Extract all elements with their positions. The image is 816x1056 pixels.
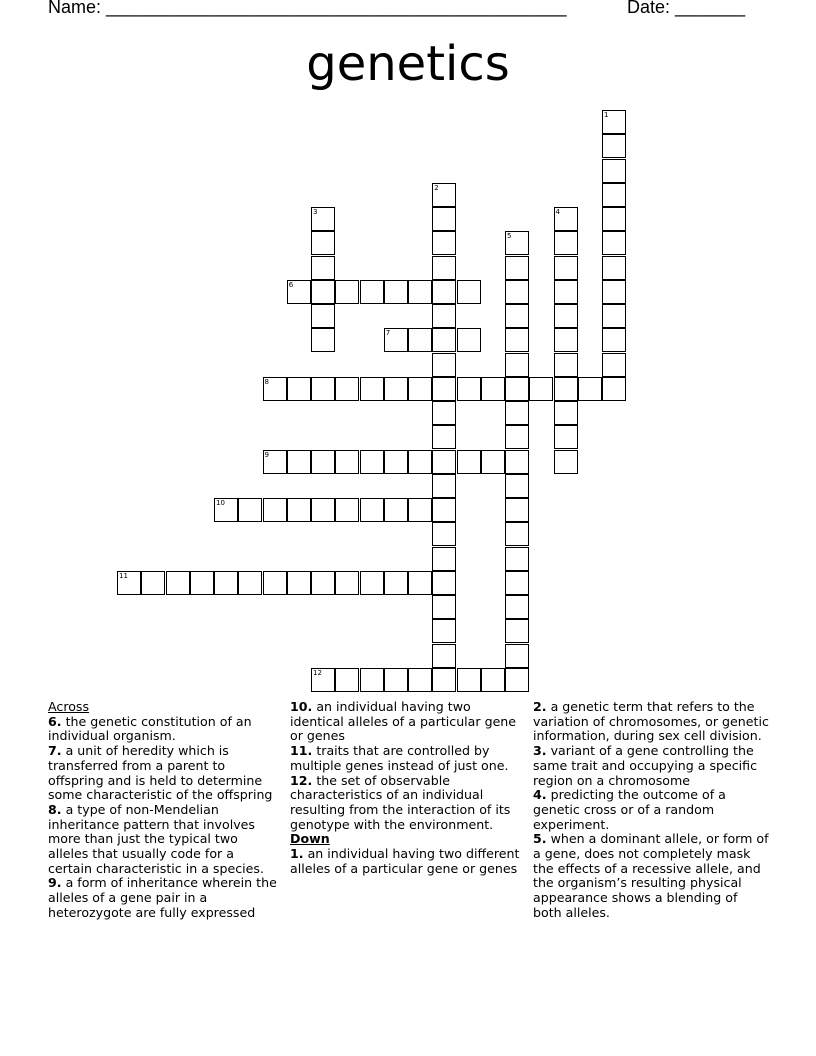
crossword-cell[interactable] [335, 377, 359, 401]
clue-text: predicting the outcome of a genetic cross or of a random experiment. [533, 787, 726, 832]
crossword-cell[interactable] [287, 280, 311, 304]
clue-text: the set of observable characteristics of an individual resulting from the interaction of its genotype with the environment. [290, 772, 511, 832]
cell-number: 7 [385, 329, 391, 338]
crossword-cell[interactable] [166, 571, 190, 595]
crossword-cell[interactable] [360, 498, 384, 522]
crossword-cell[interactable] [505, 328, 529, 352]
crossword-cell[interactable] [287, 377, 311, 401]
crossword-cell[interactable] [408, 450, 432, 474]
crossword-cell[interactable] [602, 231, 626, 255]
crossword-cell[interactable] [432, 401, 456, 425]
crossword-cell[interactable] [263, 571, 287, 595]
clue-number: 6. [48, 713, 62, 729]
crossword-cell[interactable] [432, 425, 456, 449]
crossword-cell[interactable] [505, 401, 529, 425]
clue-across-12 [290, 774, 526, 833]
crossword-cell[interactable] [360, 571, 384, 595]
crossword-cell[interactable] [432, 450, 456, 474]
cell-number: 11 [119, 571, 128, 580]
clue-across-6 [48, 715, 280, 744]
crossword-cell[interactable] [287, 571, 311, 595]
clue-column-2 [290, 700, 526, 876]
crossword-cell[interactable] [505, 644, 529, 668]
crossword-cell[interactable] [602, 159, 626, 183]
clue-text: a type of non-Mendelian inheritance pattern that involves more than just the typical two alleles that usually code for a certain characteristic in a species. [48, 801, 264, 876]
clue-down-3 [533, 744, 769, 788]
crossword-cell[interactable] [505, 668, 529, 692]
crossword-cell[interactable] [311, 668, 335, 692]
cell-number: 9 [264, 450, 269, 459]
clue-text: a unit of heredity which is transferred from a parent to offspring and is held to determine some characteristic of the offspring [48, 743, 273, 803]
crossword-cell[interactable] [360, 377, 384, 401]
crossword-cell[interactable] [602, 134, 626, 158]
crossword-cell[interactable] [384, 377, 408, 401]
clue-number: 2. [533, 699, 547, 714]
cell-number: 2 [434, 183, 439, 192]
crossword-cell[interactable] [408, 668, 432, 692]
crossword-cell[interactable] [360, 450, 384, 474]
crossword-cell[interactable] [554, 401, 578, 425]
crossword-cell[interactable] [360, 280, 384, 304]
crossword-cell[interactable] [432, 256, 456, 280]
clue-number: 11. [290, 743, 313, 759]
clue-across-9 [48, 876, 280, 920]
clue-number: 12. [290, 772, 313, 788]
clue-number: 10. [290, 699, 313, 714]
crossword-cell[interactable] [384, 328, 408, 352]
crossword-cell[interactable] [505, 474, 529, 498]
crossword-cell[interactable] [311, 571, 335, 595]
clue-text: a genetic term that refers to the variation of chromosomes, or genetic information, during sex cell division. [533, 699, 769, 744]
crossword-cell[interactable] [602, 304, 626, 328]
crossword-cell[interactable] [554, 353, 578, 377]
crossword-cell[interactable] [432, 498, 456, 522]
crossword-cell[interactable] [311, 498, 335, 522]
crossword-cell[interactable] [311, 450, 335, 474]
crossword-cell[interactable] [481, 450, 505, 474]
crossword-cell[interactable] [263, 377, 287, 401]
crossword-cell[interactable] [384, 571, 408, 595]
crossword-cell[interactable] [432, 619, 456, 643]
crossword-cell[interactable] [602, 110, 626, 134]
clue-text: variant of a gene controlling the same trait and occupying a specific region on a chromosome [533, 743, 758, 788]
date-field-label: Date: _______ [627, 0, 746, 17]
clue-text: traits that are controlled by multiple genes instead of just one. [290, 743, 509, 773]
crossword-cell[interactable] [408, 280, 432, 304]
crossword-cell[interactable] [432, 522, 456, 546]
crossword-cell[interactable] [457, 668, 481, 692]
clue-across-10 [290, 700, 526, 744]
cell-number: 1 [604, 111, 609, 119]
crossword-cell[interactable] [335, 498, 359, 522]
crossword-cell[interactable] [408, 498, 432, 522]
crossword-cell[interactable] [432, 328, 456, 352]
crossword-cell[interactable] [214, 498, 238, 522]
crossword-cell[interactable] [554, 450, 578, 474]
crossword-cell[interactable] [554, 231, 578, 255]
crossword-cell[interactable] [554, 377, 578, 401]
crossword-cell[interactable] [190, 571, 214, 595]
crossword-cell[interactable] [505, 450, 529, 474]
crossword-cell[interactable] [554, 207, 578, 231]
crossword-cell[interactable] [457, 328, 481, 352]
crossword-cell[interactable] [360, 668, 384, 692]
clue-column-1 [48, 700, 280, 921]
crossword-cell[interactable] [602, 207, 626, 231]
crossword-cell[interactable] [287, 450, 311, 474]
crossword-cell[interactable] [214, 571, 238, 595]
crossword-cell[interactable] [432, 280, 456, 304]
crossword-cell[interactable] [238, 498, 262, 522]
crossword-cell[interactable] [505, 353, 529, 377]
clue-text: when a dominant allele, or form of a gene, does not completely mask the effects of a recessive allele, and the organism’s resulting physical appearance shows a blending of both alleles. [533, 831, 769, 920]
crossword-cell[interactable] [311, 231, 335, 255]
crossword-cell[interactable] [505, 595, 529, 619]
cell-number: 8 [264, 377, 269, 386]
crossword-cell[interactable] [432, 353, 456, 377]
crossword-cell[interactable] [432, 183, 456, 207]
crossword-cell[interactable] [311, 328, 335, 352]
crossword-cell[interactable] [578, 377, 602, 401]
crossword-cell[interactable] [432, 595, 456, 619]
crossword-cell[interactable] [554, 425, 578, 449]
clue-number: 9. [48, 875, 62, 891]
across-heading: Across [48, 699, 90, 714]
crossword-cell[interactable] [505, 522, 529, 546]
crossword-cell[interactable] [481, 377, 505, 401]
crossword-cell[interactable] [505, 547, 529, 571]
puzzle-title: genetics [306, 36, 510, 92]
crossword-cell[interactable] [311, 304, 335, 328]
crossword-cell[interactable] [263, 450, 287, 474]
crossword-cell[interactable] [335, 280, 359, 304]
crossword-cell[interactable] [311, 256, 335, 280]
crossword-cell[interactable] [384, 280, 408, 304]
crossword-cell[interactable] [602, 353, 626, 377]
name-field-label: Name: ______________________________________________ [48, 0, 567, 17]
clue-across-8 [48, 803, 280, 877]
crossword-cell[interactable] [432, 474, 456, 498]
crossword-cell[interactable] [432, 668, 456, 692]
crossword-cell[interactable] [287, 498, 311, 522]
clue-across-7 [48, 744, 280, 803]
crossword-cell[interactable] [505, 619, 529, 643]
crossword-cell[interactable] [554, 280, 578, 304]
cell-number: 3 [313, 208, 318, 216]
crossword-cell[interactable] [602, 328, 626, 352]
crossword-cell[interactable] [505, 498, 529, 522]
crossword-cell[interactable] [457, 280, 481, 304]
crossword-cell[interactable] [505, 425, 529, 449]
clue-text: the genetic constitution of an individual organism. [48, 713, 252, 744]
crossword-cell[interactable] [505, 377, 529, 401]
crossword-cell[interactable] [311, 280, 335, 304]
crossword-cell[interactable] [505, 231, 529, 255]
clue-column-3 [533, 700, 769, 921]
crossword-cell[interactable] [602, 183, 626, 207]
clue-number: 1. [290, 846, 304, 862]
crossword-cell[interactable] [505, 304, 529, 328]
crossword-cell[interactable] [335, 668, 359, 692]
clue-text: an individual having two identical alleles of a particular gene or genes [290, 699, 517, 744]
crossword-cell[interactable] [335, 571, 359, 595]
crossword-cell[interactable] [432, 571, 456, 595]
crossword-cell[interactable] [432, 644, 456, 668]
cell-number: 4 [555, 208, 560, 216]
crossword-cell[interactable] [432, 304, 456, 328]
clue-down-5 [533, 832, 769, 920]
clue-number: 7. [48, 743, 62, 759]
crossword-cell[interactable] [602, 256, 626, 280]
crossword-cell[interactable] [238, 571, 262, 595]
cell-number: 6 [288, 280, 294, 289]
crossword-cell[interactable] [384, 498, 408, 522]
crossword-cell[interactable] [384, 668, 408, 692]
crossword-cell[interactable] [432, 207, 456, 231]
cell-number: 12 [313, 668, 322, 677]
crossword-cell[interactable] [408, 328, 432, 352]
crossword-cell[interactable] [554, 328, 578, 352]
crossword-cell[interactable] [117, 571, 141, 595]
crossword-cell[interactable] [457, 377, 481, 401]
crossword-cell[interactable] [505, 256, 529, 280]
clue-number: 5. [533, 831, 547, 847]
cell-number: 10 [216, 499, 225, 507]
crossword-cell[interactable] [311, 377, 335, 401]
crossword-cell[interactable] [408, 377, 432, 401]
clue-text: a form of inheritance wherein the alleles of a gene pair in a heterozygote are fully expressed [48, 875, 277, 920]
clue-down-1 [290, 847, 526, 876]
crossword-cell[interactable] [263, 498, 287, 522]
down-heading: Down [290, 831, 330, 847]
crossword-cell[interactable] [457, 450, 481, 474]
crossword-cell[interactable] [481, 668, 505, 692]
crossword-cell[interactable] [432, 547, 456, 571]
clue-across-11 [290, 744, 526, 773]
crossword-cell[interactable] [554, 256, 578, 280]
crossword-cell[interactable] [432, 231, 456, 255]
crossword-cell[interactable] [505, 571, 529, 595]
cell-number: 5 [507, 232, 512, 241]
clue-number: 8. [48, 801, 62, 817]
clue-down-4 [533, 788, 769, 832]
crossword-cell[interactable] [529, 377, 553, 401]
crossword-cell[interactable] [602, 377, 626, 401]
crossword-cell[interactable] [408, 571, 432, 595]
crossword-cell[interactable] [141, 571, 165, 595]
clue-text: an individual having two different alleles of a particular gene or genes [290, 846, 520, 876]
crossword-cell[interactable] [602, 280, 626, 304]
crossword-cell[interactable] [311, 207, 335, 231]
clue-down-2 [533, 700, 769, 744]
crossword-cell[interactable] [335, 450, 359, 474]
crossword-cell[interactable] [554, 304, 578, 328]
crossword-cell[interactable] [432, 377, 456, 401]
crossword-cell[interactable] [384, 450, 408, 474]
clue-number: 3. [533, 743, 547, 759]
clue-number: 4. [533, 787, 547, 803]
crossword-cell[interactable] [505, 280, 529, 304]
